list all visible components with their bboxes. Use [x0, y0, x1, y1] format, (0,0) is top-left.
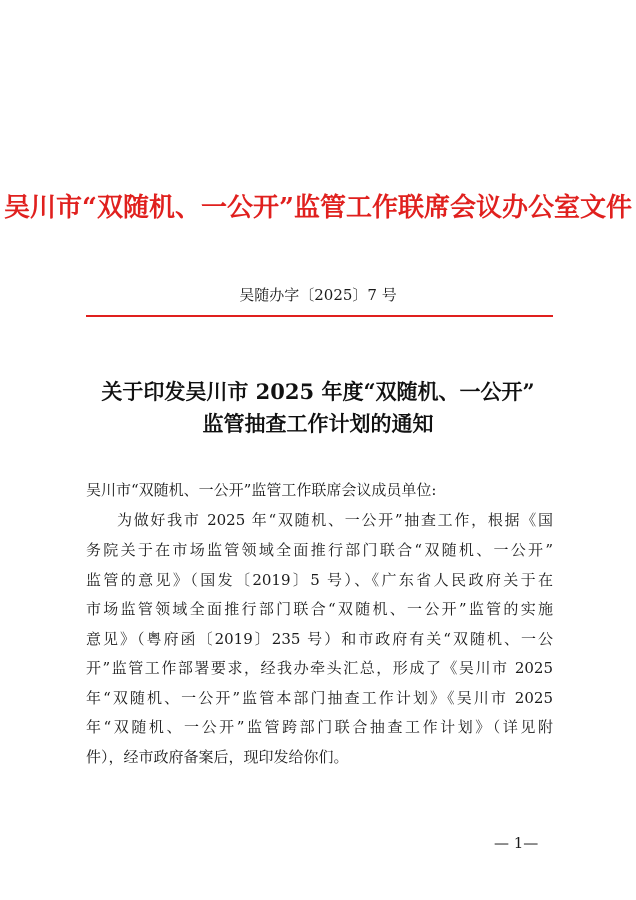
page-number: — 1—: [494, 834, 539, 852]
document-number: 吴随办字〔2025〕7 号: [239, 286, 397, 304]
body-line: 为做好我市 2025 年“双随机、一公开”抽查工作，根据《国: [117, 511, 553, 529]
body-line: 件），经市政府备案后，现印发给你们。: [86, 748, 349, 766]
red-separator-line: [86, 315, 553, 317]
notice-title-line-2: 监管抽查工作计划的通知: [202, 411, 434, 436]
document-masthead: 吴川市“双随机、一公开”监管工作联席会议办公室文件: [4, 193, 632, 223]
body-line: 年“双随机、一公开”监管本部门抽查工作计划》《吴川市 2025: [86, 689, 553, 707]
body-line: 开”监管工作部署要求，经我办牵头汇总，形成了《吴川市 2025: [86, 659, 553, 677]
body-line: 年“双随机、一公开”监管跨部门联合抽查工作计划》（详见附: [86, 718, 553, 736]
notice-addressee: 吴川市“双随机、一公开”监管工作联席会议成员单位:: [86, 481, 437, 499]
body-line: 务院关于在市场监管领域全面推行部门联合“双随机、一公开”: [86, 541, 553, 559]
body-line: 监管的意见》（国发〔2019〕5 号）、《广东省人民政府关于在: [86, 571, 553, 589]
body-line: 意见》（粤府函〔2019〕235 号）和市政府有关“双随机、一公: [86, 630, 553, 648]
body-line: 市场监管领域全面推行部门联合“双随机、一公开”监管的实施: [86, 600, 553, 618]
notice-title-line-1: 关于印发吴川市 2025 年度“双随机、一公开”: [101, 379, 535, 404]
